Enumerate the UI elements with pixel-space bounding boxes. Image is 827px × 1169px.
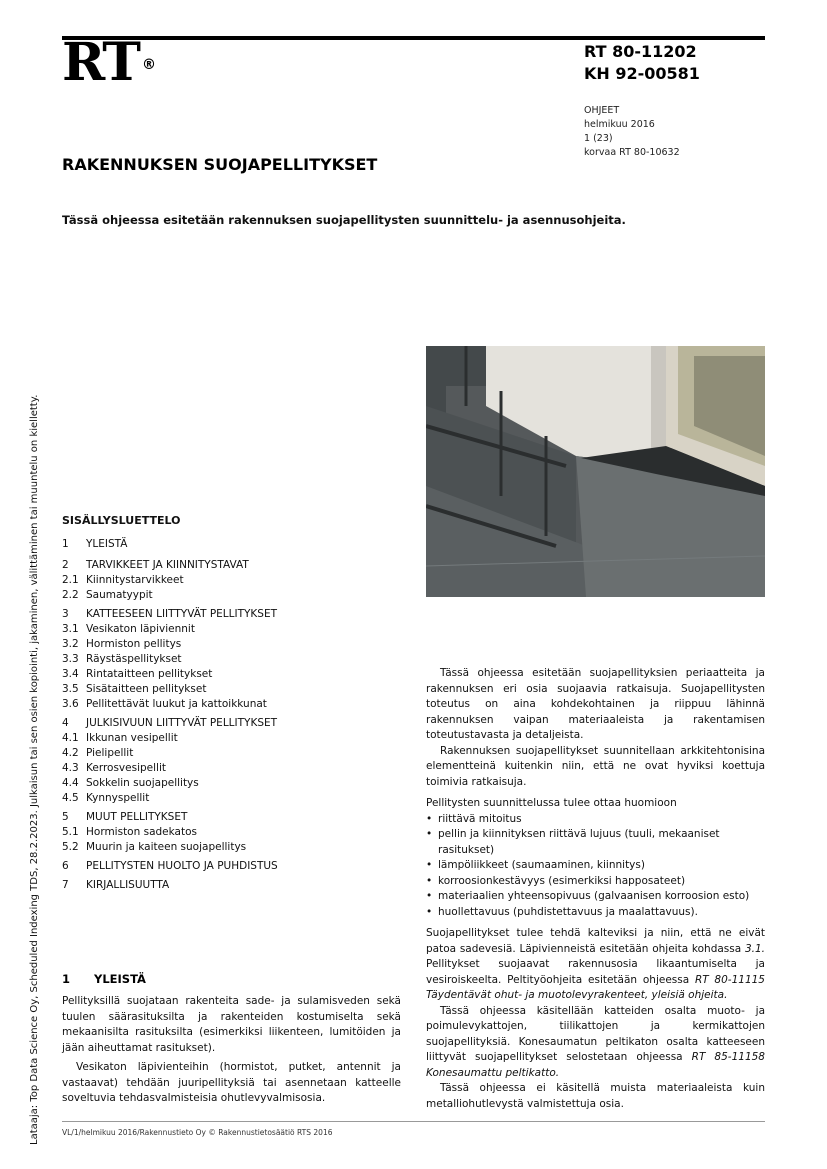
toc-row: 3 KATTEESEEN LIITTYVÄT PELLITYKSET <box>62 608 278 620</box>
meta-pages: 1 (23) <box>584 133 613 144</box>
table-of-contents <box>62 514 392 893</box>
page-footer: VL/1/helmikuu 2016/Rakennustieto Oy © Rakennustietosäätiö RTS 2016 <box>62 1128 333 1137</box>
paragraph: Vesikaton läpivienteihin (hormistot, putket, antennit ja vastaavat) tehdään juuripellityksiä tai asennetaan katteelle soveltuvia tehdasvalmisteisia ohutlevyvalmisosia. <box>62 1061 401 1104</box>
toc-title: SISÄLLYSLUETTELO <box>62 514 181 527</box>
document-meta <box>584 104 680 160</box>
toc-row: 5.2 Muurin ja kaiteen suojapellitys <box>62 841 247 853</box>
meta-type: OHJEET <box>584 105 620 116</box>
toc-row: 3.5 Sisätaitteen pellitykset <box>62 683 207 695</box>
toc-row: 7 KIRJALLISUUTTA <box>62 879 170 891</box>
toc-row: 2.1 Kiinnitystarvikkeet <box>62 574 184 586</box>
left-column-text <box>62 994 401 1107</box>
toc-row: 4.4 Sokkelin suojapellitys <box>62 777 199 789</box>
paragraph: Tässä ohjeessa esitetään suojapellityksien periaatteita ja rakennuksen eri osia suojaavia ratkaisuja. Suojapellitysten toteutus on aina kohdekohtainen ja riippuu lähinnä rakennuksen vaipan materiaaleista ja rakentamisen toteutustavasta ja detaljeista. <box>426 667 765 741</box>
toc-row: 4.1 Ikkunan vesipellit <box>62 732 178 744</box>
header-rule <box>62 36 765 40</box>
bullet-list <box>426 812 765 921</box>
lead-paragraph: Tässä ohjeessa esitetään rakennuksen suojapellitysten suunnittelu- ja asennusohjeita. <box>62 213 626 227</box>
toc-row: 3.4 Rintataitteen pellitykset <box>62 668 213 680</box>
list-item: • riittävä mitoitus <box>426 812 765 828</box>
toc-row: 5.1 Hormiston sadekatos <box>62 826 197 838</box>
toc-row: 3.6 Pellitettävät luukut ja kattoikkunat <box>62 698 267 710</box>
reference: RT 85-11158 Konesaumattu peltikatto. <box>426 1051 765 1079</box>
list-item: • lämpöliikkeet (saumaaminen, kiinnitys) <box>426 858 765 874</box>
paragraph: Tässä ohjeessa ei käsitellä muista materiaaleista kuin metalliohutlevystä valmistettuja osia. <box>426 1082 765 1110</box>
meta-date: helmikuu 2016 <box>584 119 655 130</box>
roof-flashing-photo <box>426 346 765 597</box>
meta-replaces: korvaa RT 80-10632 <box>584 147 680 158</box>
list-item: • korroosionkestävyys (esimerkiksi happosateet) <box>426 874 765 890</box>
download-notice: Lataaja: Top Data Science Oy, Scheduled Indexing TDS, 28.2.2023. Julkaisun tai sen osien kopiointi, jakaminen, välittäminen tai muuntelu on kielletty. <box>29 394 40 1145</box>
toc-row: 6 PELLITYSTEN HUOLTO JA PUHDISTUS <box>62 860 278 872</box>
toc-row: 4 JULKISIVUUN LIITTYVÄT PELLITYKSET <box>62 717 278 729</box>
toc-row: 3.1 Vesikaton läpiviennit <box>62 623 195 635</box>
list-item: • materiaalien yhteensopivuus (galvaanisen korroosion esto) <box>426 889 765 905</box>
paragraph: Rakennuksen suojapellitykset suunnitellaan arkkitehtonisina elementteinä kuitenkin niin, että ne ovat hyviksi koettuja toimivia ratkaisuja. <box>426 744 765 788</box>
paragraph: Pellityksillä suojataan rakenteita sade- ja sulamisveden sekä tuulen säärasituksilta ja rakenteiden kostumiselta sekä mekaanisilta rasituksilta (esimerkiksi liikenteen, lumitöiden ja jään aiheuttamat rasitukset). <box>62 995 401 1054</box>
rt-code: RT 80-11202 <box>584 42 697 61</box>
right-column-text <box>426 666 765 1112</box>
toc-row: 3.3 Räystäspellitykset <box>62 653 182 665</box>
document-codes <box>584 41 700 85</box>
list-intro: Pellitysten suunnittelussa tulee ottaa huomioon <box>426 797 677 809</box>
toc-row: 2 TARVIKKEET JA KIINNITYSTAVAT <box>62 559 249 571</box>
toc-row: 4.2 Pielipellit <box>62 747 134 759</box>
list-item: • huollettavuus (puhdistettavuus ja maalattavuus). <box>426 905 765 921</box>
toc-row: 4.5 Kynnyspellit <box>62 792 150 804</box>
reference: 3.1. <box>744 942 765 955</box>
footer-rule <box>62 1121 765 1122</box>
toc-row: 3.2 Hormiston pellitys <box>62 638 182 650</box>
toc-row: 1 YLEISTÄ <box>62 538 128 550</box>
kh-code: KH 92-00581 <box>584 64 700 83</box>
reference: RT 80-11115 Täydentävät ohut- ja muotolevyrakenteet, yleisiä ohjeita. <box>426 973 765 1001</box>
page-title: RAKENNUKSEN SUOJAPELLITYKSET <box>62 155 378 174</box>
list-item: • pellin ja kiinnityksen riittävä lujuus (tuuli, mekaaniset rasitukset) <box>426 827 765 858</box>
section-heading: 1 YLEISTÄ <box>62 972 146 986</box>
toc-row: 5 MUUT PELLITYKSET <box>62 811 188 823</box>
paragraph: Suojapellitykset tulee tehdä kalteviksi ja niin, että ne eivät patoa sadevesiä. Läpivienneistä esitetään ohjeita kohdassa 3.1. Pellitykset suojaavat rakennusosia likaantumiselta ja vesiroiskeelta. Peltityöohjeita esitetään ohjeessa RT 80-11115 Täydentävät ohut- ja muotolevyrakenteet, yleisiä ohjeita. <box>426 927 765 1001</box>
rt-logo: RT ® <box>62 32 156 93</box>
toc-row: 2.2 Saumatyypit <box>62 589 153 601</box>
toc-row: 4.3 Kerrosvesipellit <box>62 762 166 774</box>
paragraph: Tässä ohjeessa käsitellään katteiden osalta muoto- ja poimulevykattojen, tiilikattojen ja kermikattojen suojapellityksiä. Konesaumatun peltikaton osalta katteeseen liittyvät suojapellitykset selostetaan ohjeessa RT 85-11158 Konesaumattu peltikatto. <box>426 1004 765 1079</box>
